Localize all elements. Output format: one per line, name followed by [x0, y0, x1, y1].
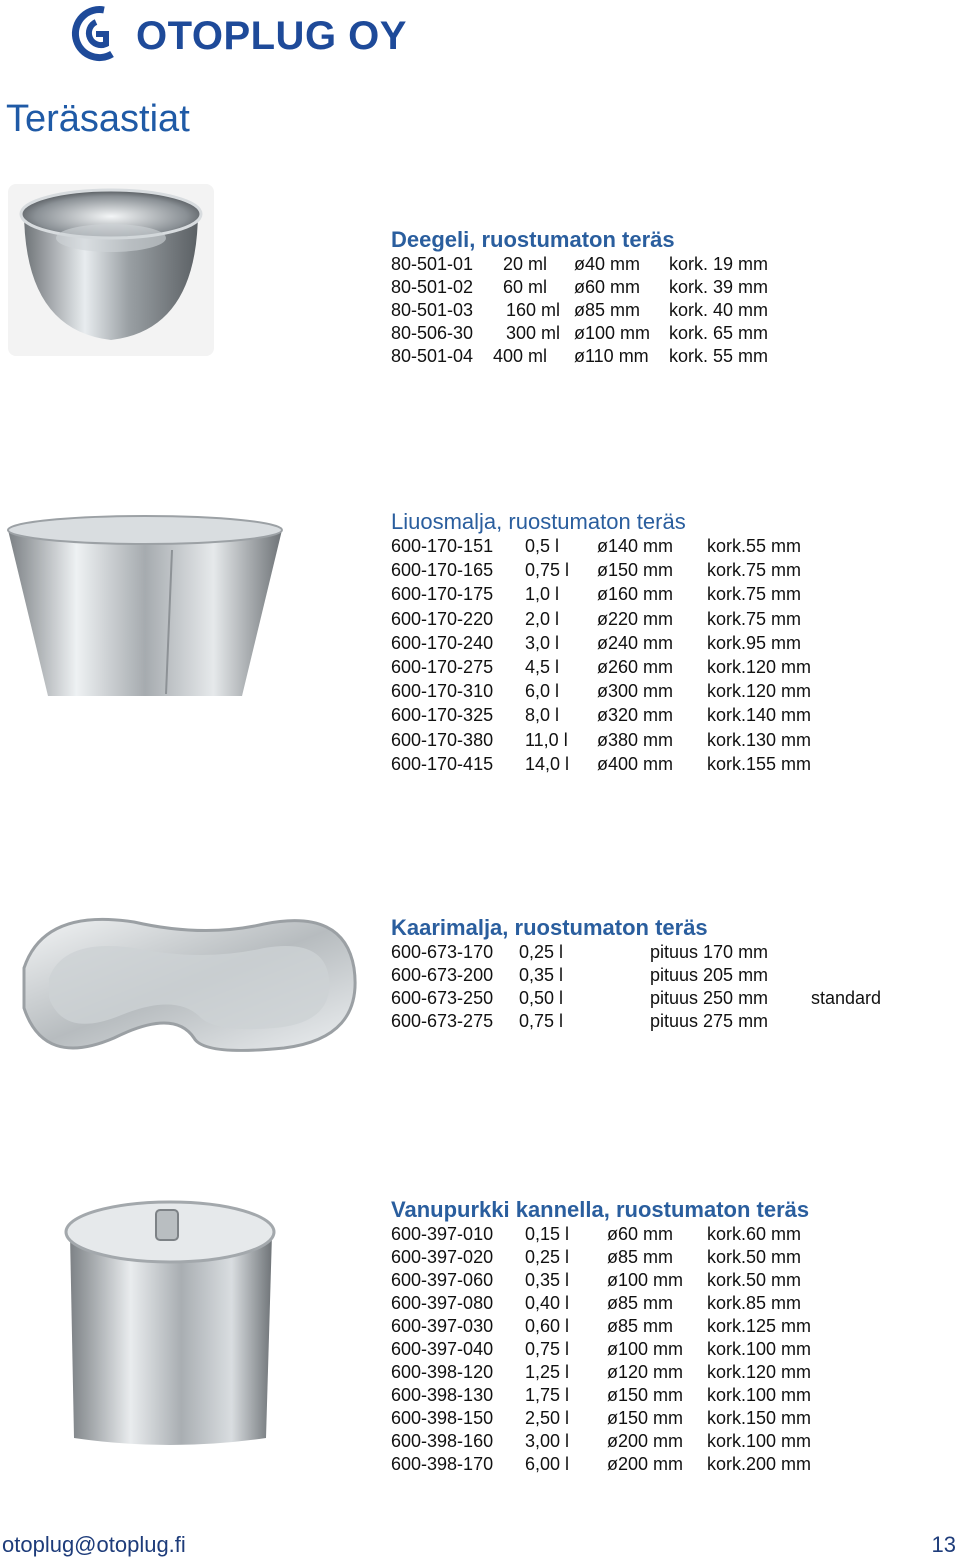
- product-code: 600-397-030: [391, 1316, 494, 1336]
- height: kork.60 mm: [707, 1224, 802, 1244]
- volume: 0,25 l: [519, 942, 564, 962]
- product-code: 80-501-01: [391, 254, 474, 274]
- brand-name: OTOPLUG OY: [136, 14, 407, 58]
- product-code: 600-397-010: [391, 1224, 494, 1244]
- height: kork. 55 mm: [669, 346, 769, 366]
- table-row: [391, 942, 769, 965]
- diameter: ø85 mm: [607, 1316, 674, 1336]
- product-code: 600-170-220: [391, 608, 494, 629]
- page-title: Teräsastiat: [6, 98, 190, 140]
- diameter: ø150 mm: [607, 1408, 684, 1428]
- spec-table: [391, 942, 882, 1034]
- height: kork. 19 mm: [669, 254, 769, 274]
- product-code: 600-170-380: [391, 729, 494, 750]
- diameter: ø150 mm: [607, 1385, 684, 1405]
- height: kork.100 mm: [707, 1385, 812, 1405]
- volume: 14,0 l: [525, 753, 570, 774]
- product-code: 600-397-020: [391, 1247, 494, 1267]
- table-row: [391, 536, 802, 560]
- table-row: [391, 681, 812, 705]
- diameter: ø85 mm: [607, 1293, 674, 1313]
- diameter: ø300 mm: [597, 681, 674, 702]
- product-code: 600-673-275: [391, 1011, 494, 1031]
- height: kork.130 mm: [707, 729, 812, 750]
- diameter: ø260 mm: [597, 656, 674, 677]
- diameter: ø320 mm: [597, 705, 674, 726]
- product-code: 600-398-130: [391, 1385, 494, 1405]
- volume: 2,0 l: [525, 608, 560, 629]
- volume: 20 ml: [503, 254, 548, 274]
- height: kork.50 mm: [707, 1270, 802, 1290]
- diameter: ø240 mm: [597, 632, 674, 653]
- height: kork.155 mm: [707, 753, 812, 774]
- page-number: 13: [931, 1532, 956, 1557]
- height: kork.75 mm: [707, 560, 802, 581]
- length: pituus 275 mm: [650, 1011, 769, 1031]
- volume: 60 ml: [503, 277, 548, 297]
- length: pituus 205 mm: [650, 965, 769, 985]
- volume: 3,0 l: [525, 632, 560, 653]
- table-row: [391, 1011, 769, 1034]
- product-code: 600-397-080: [391, 1293, 494, 1313]
- height: kork.85 mm: [707, 1293, 802, 1313]
- height: kork.125 mm: [707, 1316, 812, 1336]
- product-code: 600-397-060: [391, 1270, 494, 1290]
- diameter: ø60 mm: [574, 277, 641, 297]
- volume: 0,5 l: [525, 536, 560, 556]
- diameter: ø100 mm: [574, 323, 651, 343]
- product-code: 80-506-30: [391, 323, 474, 343]
- volume: 6,0 l: [525, 681, 560, 702]
- spec-table: [391, 254, 769, 369]
- section-liuosmalja: [391, 508, 812, 778]
- table-row: [391, 1431, 812, 1454]
- volume: 6,00 l: [525, 1454, 570, 1474]
- product-code: 600-170-415: [391, 753, 494, 774]
- diameter: ø100 mm: [607, 1339, 684, 1359]
- diameter: ø85 mm: [607, 1247, 674, 1267]
- length: pituus 170 mm: [650, 942, 769, 962]
- table-row: [391, 1454, 812, 1477]
- volume: 0,75 l: [525, 1339, 570, 1359]
- steel-crucible-bowl-image: [4, 180, 218, 360]
- volume: 1,25 l: [525, 1362, 570, 1382]
- product-code: 80-501-04: [391, 346, 474, 366]
- table-row: [391, 1339, 812, 1362]
- height: kork.120 mm: [707, 681, 812, 702]
- product-code: 600-170-325: [391, 705, 494, 726]
- volume: 160 ml: [506, 300, 561, 320]
- volume: 0,35 l: [525, 1270, 570, 1290]
- volume: 2,50 l: [525, 1408, 570, 1428]
- table-row: [391, 346, 769, 369]
- height: kork. 65 mm: [669, 323, 769, 343]
- length: pituus 250 mm: [650, 988, 769, 1008]
- height: kork.95 mm: [707, 632, 802, 653]
- section-title: Kaarimalja, ruostumaton teräs: [391, 915, 708, 940]
- volume: 1,75 l: [525, 1385, 570, 1405]
- product-code: 600-398-160: [391, 1431, 494, 1451]
- table-row: [391, 254, 769, 277]
- footer-email-link[interactable]: otoplug@otoplug.fi: [2, 1532, 186, 1557]
- table-row: [391, 753, 812, 778]
- cotton-jar-with-lid-image: [60, 1168, 282, 1452]
- product-code: 600-398-120: [391, 1362, 494, 1382]
- section-deegeli: [391, 226, 769, 369]
- height: kork.150 mm: [707, 1408, 812, 1428]
- product-code: 600-170-165: [391, 560, 494, 581]
- product-code: 600-170-240: [391, 632, 494, 653]
- section-title: Deegeli, ruostumaton teräs: [391, 227, 675, 252]
- height: kork.100 mm: [707, 1339, 812, 1359]
- height: kork.75 mm: [707, 608, 802, 629]
- table-row: [391, 705, 812, 729]
- volume: 1,0 l: [525, 584, 560, 605]
- standard-note: standard: [811, 988, 882, 1008]
- table-row: [391, 1408, 812, 1431]
- height: kork.120 mm: [707, 656, 812, 677]
- product-code: 600-170-151: [391, 536, 494, 556]
- diameter: ø150 mm: [597, 560, 674, 581]
- diameter: ø220 mm: [597, 608, 674, 629]
- table-row: [391, 1247, 809, 1270]
- product-code: 600-170-175: [391, 584, 494, 605]
- volume: 0,25 l: [525, 1247, 570, 1267]
- height: kork. 40 mm: [669, 300, 769, 320]
- spec-table: [391, 536, 812, 778]
- product-code: 600-673-170: [391, 942, 494, 962]
- section-title: Liuosmalja, ruostumaton teräs: [391, 509, 686, 534]
- table-row: [391, 729, 812, 754]
- table-row: [391, 965, 769, 988]
- table-row: [391, 1293, 809, 1316]
- diameter: ø100 mm: [607, 1270, 684, 1290]
- product-code: 80-501-03: [391, 300, 474, 320]
- product-code: 600-673-200: [391, 965, 494, 985]
- volume: 0,15 l: [525, 1224, 570, 1244]
- volume: 3,00 l: [525, 1431, 570, 1451]
- solution-bowl-image: [4, 510, 286, 706]
- table-row: [391, 277, 769, 300]
- volume: 8,0 l: [525, 705, 560, 726]
- otoplug-logo: [66, 4, 436, 68]
- volume: 0,60 l: [525, 1316, 570, 1336]
- volume: 0,40 l: [525, 1293, 570, 1313]
- height: kork.50 mm: [707, 1247, 802, 1267]
- table-row: [391, 300, 769, 323]
- volume: 0,50 l: [519, 988, 564, 1008]
- product-code: 600-398-150: [391, 1408, 494, 1428]
- table-row: [391, 632, 802, 657]
- diameter: ø200 mm: [607, 1431, 684, 1451]
- table-row: [391, 608, 802, 633]
- table-row: [391, 988, 882, 1011]
- product-code: 80-501-02: [391, 277, 474, 297]
- diameter: ø160 mm: [597, 584, 674, 605]
- table-row: [391, 1224, 809, 1247]
- diameter: ø110 mm: [574, 346, 649, 366]
- volume: 4,5 l: [525, 656, 560, 677]
- product-code: 600-398-170: [391, 1454, 494, 1474]
- volume: 300 ml: [506, 323, 561, 343]
- diameter: ø400 mm: [597, 753, 674, 774]
- table-row: [391, 1316, 812, 1339]
- table-row: [391, 560, 802, 584]
- product-code: 600-673-250: [391, 988, 494, 1008]
- table-row: [391, 323, 769, 346]
- section-title: Vanupurkki kannella, ruostumaton teräs: [391, 1197, 810, 1222]
- height: kork.200 mm: [707, 1454, 812, 1474]
- diameter: ø140 mm: [597, 536, 674, 556]
- table-row: [391, 1270, 809, 1293]
- height: kork. 39 mm: [669, 277, 769, 297]
- table-row: [391, 1385, 812, 1408]
- product-code: 600-397-040: [391, 1339, 494, 1359]
- height: kork.120 mm: [707, 1362, 812, 1382]
- spec-table: [391, 1224, 812, 1477]
- table-row: [391, 584, 802, 608]
- product-code: 600-170-275: [391, 656, 494, 677]
- diameter: ø60 mm: [607, 1224, 674, 1244]
- volume: 0,35 l: [519, 965, 564, 985]
- diameter: ø85 mm: [574, 300, 641, 320]
- volume: 400 ml: [493, 346, 548, 366]
- diameter: ø380 mm: [597, 729, 674, 750]
- kidney-dish-image: [4, 888, 372, 1084]
- diameter: ø40 mm: [574, 254, 641, 274]
- otoplug-logo-mark-icon: [66, 4, 130, 68]
- volume: 11,0 l: [525, 729, 568, 750]
- volume: 0,75 l: [525, 560, 570, 581]
- product-code: 600-170-310: [391, 681, 494, 702]
- table-row: [391, 656, 812, 681]
- section-kaarimalja: [391, 914, 882, 1034]
- diameter: ø120 mm: [607, 1362, 684, 1382]
- volume: 0,75 l: [519, 1011, 564, 1031]
- height: kork.100 mm: [707, 1431, 812, 1451]
- height: kork.140 mm: [707, 705, 812, 726]
- height: kork.75 mm: [707, 584, 802, 605]
- diameter: ø200 mm: [607, 1454, 684, 1474]
- section-vanupurkki: [391, 1196, 812, 1477]
- height: kork.55 mm: [707, 536, 802, 556]
- table-row: [391, 1362, 812, 1385]
